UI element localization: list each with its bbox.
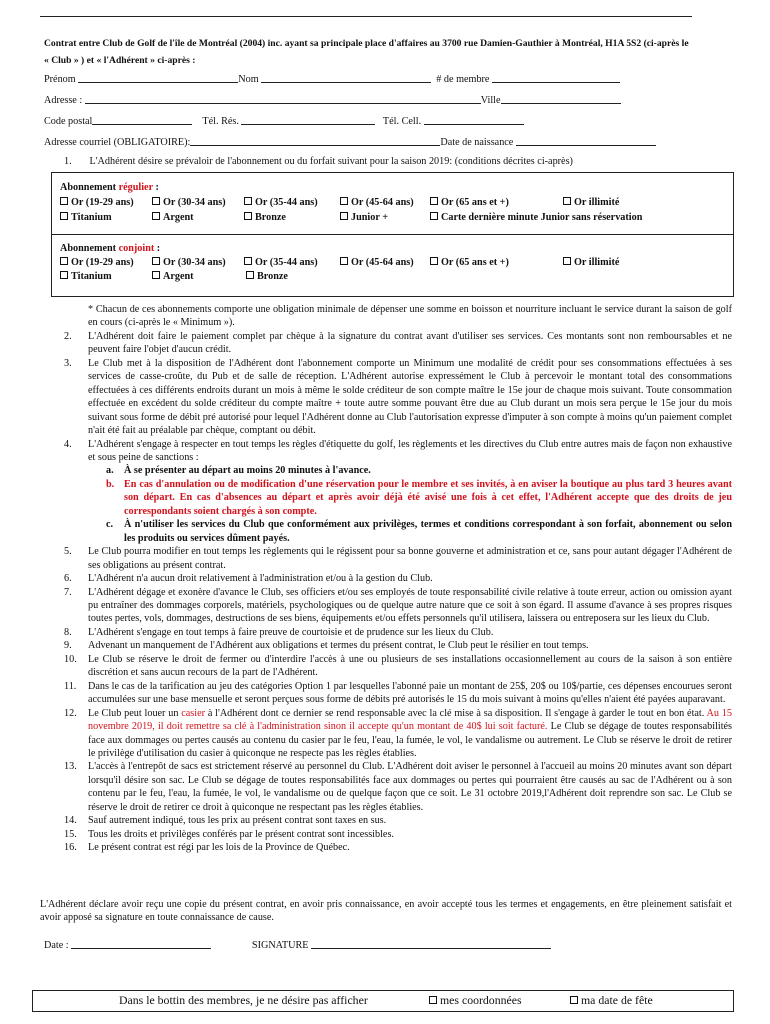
conjoint-opt-4[interactable]: Or (45-64 ans) <box>340 256 414 269</box>
term-15: 15. Tous les droits et privilèges conférés par le présent contrat sont incessibles. <box>64 828 394 840</box>
conjoint-opt-7[interactable]: Titanium <box>60 270 112 283</box>
bottin-box <box>32 990 734 1012</box>
term-6: 6. L'Adhérent n'a aucun droit relativement à l'administration et/ou à la gestion du Club. <box>64 573 433 585</box>
signature-row <box>44 939 551 952</box>
signature-field[interactable] <box>311 939 551 949</box>
regular-opt-8[interactable]: Argent <box>152 211 194 224</box>
tel-res-field[interactable] <box>241 115 375 125</box>
declaration: L'Adhérent déclare avoir reçu une copie du présent contrat, en avoir pris connaissance, en avoir accepté tous les termes et engagements, en être pleinement satisfait et avoir apposé sa signature en toute connaissance de cause. <box>40 899 732 924</box>
tel-cell-label: Tél. Cell. <box>382 116 422 127</box>
top-rule <box>40 16 692 17</box>
checkbox[interactable] <box>430 257 438 265</box>
term-7: 7. L'Adhérent dégage et exonère d'avance le Club, ses officiers et/ou ses employés de toute responsabilité civile relative à toute erreur, action ou omission ayant pu entraîner des dommages corporels, matériels, psychologiques ou de quelque autre nature que ce soit à son égard. Il assume d'avance à ses propres risques toutes pertes, vols, dommages, destructions de ses biens, équipements et/ou effets personnels qu'il utilisera, laissera ou entreposera sur les lieux du Club. <box>64 586 732 625</box>
form-row-3 <box>44 115 524 128</box>
checkbox[interactable] <box>570 996 578 1004</box>
regular-opt-5[interactable]: Or (65 ans et +) <box>430 196 509 209</box>
checkbox[interactable] <box>60 212 68 220</box>
term-11: 11. Dans le cas de la tarification au jeu des catégories Option 1 par lesquelles l'abonné paie un montant de 25$, 20$ ou 10$/partie, ces dépenses encourues seront accumulées sur une base mensuelle et seront perçues sous forme de débits pré autorisés le 15 du mois suivant à moins qu'elles n'aient été payées auparavant. <box>64 680 732 706</box>
form-row-2 <box>44 94 621 107</box>
naissance-label: Date de naissance <box>440 137 514 148</box>
conjoint-opt-8[interactable]: Argent <box>152 270 194 283</box>
conjoint-opt-5[interactable]: Or (65 ans et +) <box>430 256 509 269</box>
regular-opt-11[interactable]: Carte dernière minute Junior sans réservation <box>430 211 642 224</box>
term-16: 16. Le présent contrat est régi par les lois de la Province de Québec. <box>64 842 350 854</box>
conjoint-opt-1[interactable]: Or (19-29 ans) <box>60 256 134 269</box>
regular-opt-10[interactable]: Junior + <box>340 211 388 224</box>
conjoint-opt-9[interactable]: Bronze <box>246 270 288 283</box>
term-4-sublist <box>88 464 732 545</box>
item-1-text: L'Adhérent désire se prévaloir de l'abonnement ou du forfait suivant pour la saison 2019: (conditions décrites ci-après) <box>89 156 573 167</box>
nom-field[interactable] <box>261 73 431 83</box>
prenom-label: Prénom <box>44 74 76 85</box>
conjoint-title-red: conjoint <box>118 243 155 254</box>
regular-opt-6[interactable]: Or illimité <box>563 196 619 209</box>
bottin-opt-date-fete[interactable]: ma date de fête <box>570 993 653 1009</box>
checkbox[interactable] <box>152 271 160 279</box>
item-1-number: 1. <box>64 156 72 167</box>
item-1 <box>64 155 573 168</box>
conjoint-title <box>60 242 160 255</box>
term-10: 10. Le Club se réserve le droit de fermer ou d'interdire l'accès à une ou plusieurs de ses installations occasionnellement au cours de la saison à son entière discrétion et sans aucun recours de la part de l'Adhérent. <box>64 653 732 679</box>
term-14: 14. Sauf autrement indiqué, tous les prix au présent contrat sont taxes en sus. <box>64 815 387 827</box>
intro-line-1: Contrat entre Club de Golf de l'île de Montréal (2004) inc. ayant sa principale place d'affaires au 3700 rue Damien-Gauthier à Montréal, H1A 5S2 (ci-après le <box>44 38 689 49</box>
regular-opt-3[interactable]: Or (35-44 ans) <box>244 196 318 209</box>
term-4b: b. En cas d'annulation ou de modification d'une réservation pour le membre et ses invités, à en aviser la boutique au plus tard 3 heures avant son départ. En cas d'absences au départ et après avoir déjà été avisé une fois à cet effet, l'Adhérent accepte que des droits de jeu correspondants soient chargés à son compte. <box>106 478 732 517</box>
term-4c: c. À n'utiliser les services du Club que conformément aux privilèges, termes et conditions correspondant à son forfait, abonnement ou selon les produits ou services dûment payés. <box>106 519 732 544</box>
tel-res-label: Tél. Rés. <box>202 116 239 127</box>
bottin-text: Dans le bottin des membres, je ne désire pas afficher <box>119 993 368 1007</box>
term-12: 12. Le Club peut louer un casier à l'Adhérent dont ce dernier se rend responsable avec la clé mise à sa disposition. Il s'engage à garder le tout en bon état. Au 15 novembre 2019, il doit remettre sa clé à l'administration sinon il accepte qu'un montant de 40$ lui soit facturé. Le Club se dégage de toutes responsabilités face aux dommages ou pertes causés au contenu du casier par le feu, l'eau, la fumée, le vol, le vandalisme ou autrement. Le Club se réserve le droit de retirer le privilège d'utilisation du casier à quiconque ne respecte pas les règles établies. <box>64 707 733 759</box>
courriel-field[interactable] <box>190 136 440 146</box>
nom-label: Nom <box>238 74 259 85</box>
checkbox[interactable] <box>430 212 438 220</box>
term-4: 4. L'Adhérent s'engage à respecter en tout temps les règles d'étiquette du golf, les règlements et les directives du Club entre autres mais de façon non exhaustive et sous peine de sanctions : a. À se présenter au départ au moins 20 minutes à l'avance. b. En cas d'annulation ou de modification d'une réservation pour le membre et ses invités, à en aviser la boutique au plus tard 3 heures avant son départ. En cas d'absences au départ et après avoir déjà été avisé une fois à cet effet, l'Adhérent accepte que des droits de jeu correspondants soient chargés à son compte. c. À n'utiliser les services du Club que conformément aux privilèges, termes et conditions correspondant à son forfait, abonnement ou selon les produits ou services dûment payés. <box>64 438 732 544</box>
checkbox[interactable] <box>246 271 254 279</box>
checkbox[interactable] <box>60 271 68 279</box>
regular-opt-9[interactable]: Bronze <box>244 211 286 224</box>
conjoint-title-pre: Abonnement <box>60 243 119 254</box>
prenom-field[interactable] <box>78 73 238 83</box>
checkbox[interactable] <box>340 197 348 205</box>
term-star: * Chacun de ces abonnements comporte une obligation minimale de dépenser une somme en boisson et nourriture incluant le service durant la saison de golf en cours (ci-après le « Minimum »). <box>88 304 732 329</box>
checkbox[interactable] <box>430 197 438 205</box>
checkbox[interactable] <box>340 212 348 220</box>
regular-opt-2[interactable]: Or (30-34 ans) <box>152 196 226 209</box>
tel-cell-field[interactable] <box>424 115 524 125</box>
term-9: 9. Advenant un manquement de l'Adhérent aux obligations et termes du présent contrat, le Club peut le résilier en tout temps. <box>64 640 589 652</box>
box-divider <box>52 234 733 235</box>
checkbox[interactable] <box>340 257 348 265</box>
conjoint-opt-2[interactable]: Or (30-34 ans) <box>152 256 226 269</box>
checkbox[interactable] <box>152 197 160 205</box>
checkbox[interactable] <box>152 257 160 265</box>
regular-title <box>60 181 159 194</box>
regular-title-pre: Abonnement <box>60 182 119 193</box>
regular-title-red: régulier <box>118 182 153 193</box>
adresse-field[interactable] <box>85 94 481 104</box>
checkbox[interactable] <box>152 212 160 220</box>
signature-label: SIGNATURE <box>251 940 309 951</box>
membre-field[interactable] <box>492 73 620 83</box>
checkbox[interactable] <box>563 197 571 205</box>
ville-label: Ville <box>480 95 501 106</box>
adresse-label: Adresse : <box>44 95 83 106</box>
form-row-1 <box>44 73 620 86</box>
naissance-field[interactable] <box>516 136 656 146</box>
regular-title-post: : <box>152 182 159 193</box>
form-row-4 <box>44 136 656 149</box>
term-13: 13. L'accès à l'entrepôt de sacs est strictement réservé au personnel du Club. L'Adhérent doit aviser le personnel à l'accueil au moins 20 minutes avant son départ lorsqu'il désire son sac. Le Club se dégage de toutes responsabilités face aux dommages ou pertes qui pourraient être causés au sac de l'Adhérent ou à son contenu par le feu, l'eau, la fumée, le vol, le vandalisme ou de quelque façon que ce soit. Le 31 octobre 2019,l'Adhérent doit reprendre son sac. Le Club se réserve le droit de retirer ce droit à quiconque ne respectant pas les règles établies. <box>64 761 732 813</box>
date-field[interactable] <box>71 939 211 949</box>
regular-opt-4[interactable]: Or (45-64 ans) <box>340 196 414 209</box>
checkbox[interactable] <box>244 197 252 205</box>
checkbox[interactable] <box>60 197 68 205</box>
code-postal-field[interactable] <box>92 115 192 125</box>
date-label: Date : <box>44 940 69 951</box>
regular-opt-1[interactable]: Or (19-29 ans) <box>60 196 134 209</box>
term-4a: a. À se présenter au départ au moins 20 minutes à l'avance. <box>106 465 371 477</box>
term-8: 8. L'Adhérent s'engage en tout temps à faire preuve de courtoisie et de prudence sur les lieux du Club. <box>64 626 494 638</box>
checkbox[interactable] <box>429 996 437 1004</box>
conjoint-opt-6[interactable]: Or illimité <box>563 256 619 269</box>
checkbox[interactable] <box>60 257 68 265</box>
conjoint-title-post: : <box>154 243 161 254</box>
bottin-opt-coordonnees[interactable]: mes coordonnées <box>429 993 522 1009</box>
courriel-label: Adresse courriel (OBLIGATOIRE): <box>44 137 191 148</box>
intro-line-2: « Club » ) et « l'Adhérent » ci-après : <box>44 55 196 66</box>
terms-list <box>40 303 732 855</box>
term-3: 3. Le Club met à la disposition de l'Adhérent dont l'abonnement comporte un Minimum une modalité de crédit pour ses consommations effectuées à ses services de casse-croûte, du Pub et de salle de réception. L'Adhérent autorise expressément le Club à percevoir le montant total des consommations effectuées à ces différents endroits durant un mois à même le solde créditeur de son compte maître le 15e jour de chaque mois suivant. Toute consommation effectuée en excédent du solde créditeur du compte maître + toute autre somme pouvant être due au Club durant un mois sera perçue le 15e jour du mois suivant sous forme de débit pré autorisé pour lequel l'Adhérent donne au Club l'autorisation expresse d'imputer à son compte à moins qu'un paiement complet n'ait été fait au préalable par chèque, comptant ou débit. <box>64 357 732 437</box>
term-2: 2. L'Adhérent doit faire le paiement complet par chèque à la signature du contrat avant d'utiliser ses services. Ces montants sont non remboursables et ne peuvent faire l'objet d'aucun crédit. <box>64 330 732 356</box>
conjoint-opt-3[interactable]: Or (35-44 ans) <box>244 256 318 269</box>
checkbox[interactable] <box>244 257 252 265</box>
membre-label: # de membre <box>436 74 490 85</box>
regular-opt-7[interactable]: Titanium <box>60 211 112 224</box>
checkbox[interactable] <box>563 257 571 265</box>
checkbox[interactable] <box>244 212 252 220</box>
ville-field[interactable] <box>501 94 621 104</box>
code-postal-label: Code postal <box>44 116 93 127</box>
term-5: 5. Le Club pourra modifier en tout temps les règlements qui le régissent pour sa bonne gouverne et administration et ce, sans pour autant dégager l'Adhérent de ses obligations au présent contrat. <box>64 546 732 571</box>
